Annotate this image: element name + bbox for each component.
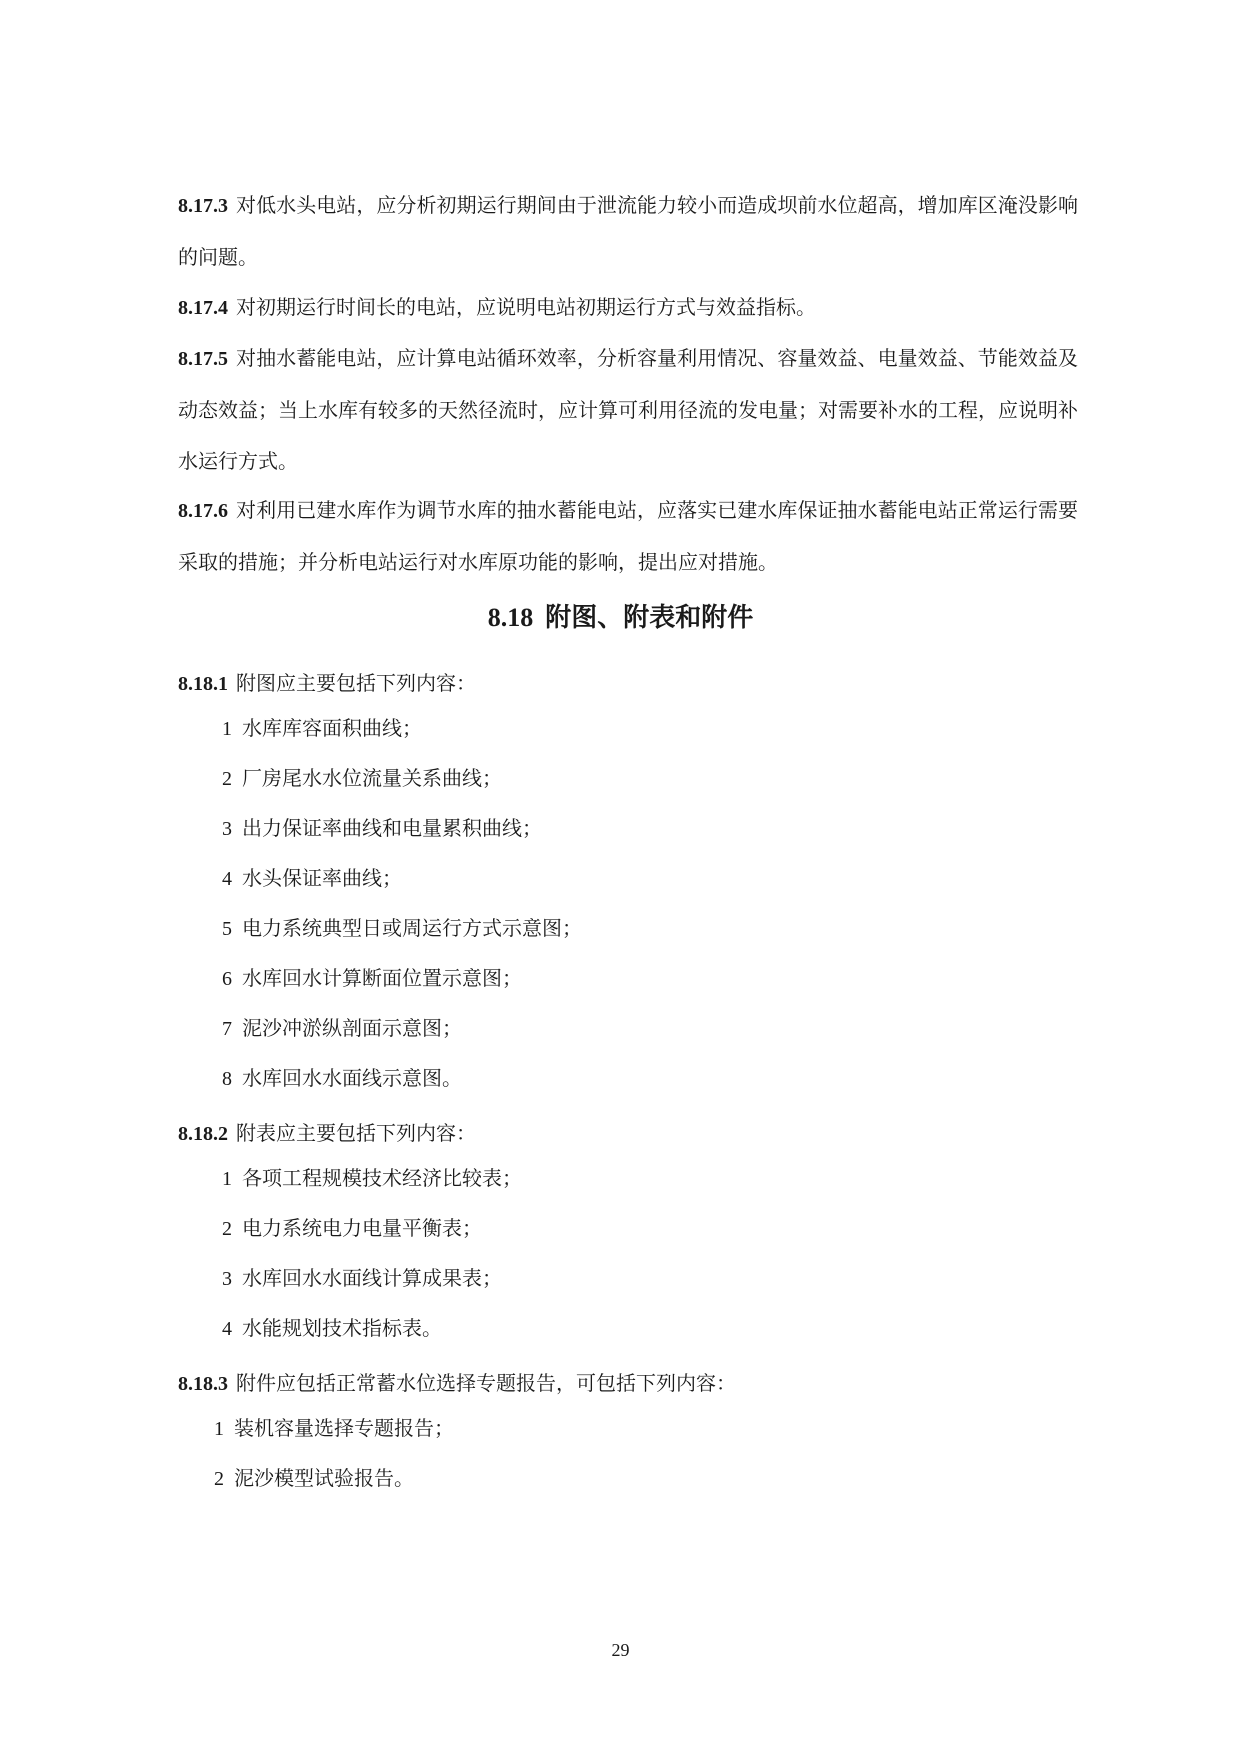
clause-number: 8.17.6 <box>178 500 228 522</box>
item-text: 电力系统电力电量平衡表； <box>242 1216 482 1240</box>
item-number: 3 <box>222 818 232 840</box>
item-number: 5 <box>222 918 232 940</box>
clause-8-18-1 <box>178 658 1078 710</box>
section-heading <box>0 598 1241 638</box>
item-text: 水库库容面积曲线； <box>242 716 422 740</box>
clause-text: 对抽水蓄能电站，应计算电站循环效率，分析容量利用情况、容量效益、电量效益、节能效益及动态效益；当上水库有较多的天然径流时，应计算可利用径流的发电量；对需要补水的工程，应说明补水运行方式。 <box>178 346 1078 473</box>
clause-text: 附件应包括正常蓄水位选择专题报告，可包括下列内容： <box>236 1371 736 1395</box>
list-item <box>222 963 522 994</box>
clause-8-17-4 <box>178 282 1078 334</box>
item-text: 装机容量选择专题报告； <box>234 1416 454 1440</box>
item-number: 8 <box>222 1068 232 1090</box>
clause-text: 对初期运行时间长的电站，应说明电站初期运行方式与效益指标。 <box>236 295 816 319</box>
clause-number: 8.17.5 <box>178 348 228 370</box>
list-item <box>222 1313 442 1344</box>
section-title: 附图、附表和附件 <box>545 603 754 633</box>
item-text: 各项工程规模技术经济比较表； <box>242 1166 522 1190</box>
clause-8-17-6 <box>178 485 1078 588</box>
item-text: 厂房尾水水位流量关系曲线； <box>242 766 502 790</box>
clause-text: 对利用已建水库作为调节水库的抽水蓄能电站，应落实已建水库保证抽水蓄能电站正常运行需要采取的措施；并分析电站运行对水库原功能的影响，提出应对措施。 <box>178 498 1078 574</box>
list-item <box>222 763 502 794</box>
list-item <box>222 1213 482 1244</box>
list-item <box>222 1063 462 1094</box>
item-number: 7 <box>222 1018 232 1040</box>
item-number: 1 <box>222 718 232 740</box>
list-item <box>222 813 542 844</box>
item-number: 3 <box>222 1268 232 1290</box>
list-item <box>214 1463 414 1494</box>
clause-8-18-3 <box>178 1358 1078 1410</box>
item-number: 2 <box>214 1468 224 1490</box>
clause-8-17-3 <box>178 180 1078 283</box>
section-number: 8.18 <box>487 603 534 632</box>
clause-text: 附图应主要包括下列内容： <box>236 671 476 695</box>
item-text: 出力保证率曲线和电量累积曲线； <box>242 816 542 840</box>
item-number: 1 <box>222 1168 232 1190</box>
item-number: 6 <box>222 968 232 990</box>
item-text: 泥沙模型试验报告。 <box>234 1466 414 1490</box>
clause-8-18-2 <box>178 1108 1078 1160</box>
item-text: 泥沙冲淤纵剖面示意图； <box>242 1016 462 1040</box>
item-text: 水头保证率曲线； <box>242 866 402 890</box>
item-text: 水库回水计算断面位置示意图； <box>242 966 522 990</box>
item-text: 水库回水水面线计算成果表； <box>242 1266 502 1290</box>
list-item <box>222 913 582 944</box>
item-text: 水能规划技术指标表。 <box>242 1316 442 1340</box>
clause-8-17-5 <box>178 333 1078 487</box>
item-text: 电力系统典型日或周运行方式示意图； <box>242 916 582 940</box>
list-item <box>222 1163 522 1194</box>
list-item <box>222 863 402 894</box>
page-number: 29 <box>611 1640 630 1660</box>
list-item <box>214 1413 454 1444</box>
clause-number: 8.18.3 <box>178 1373 228 1395</box>
item-number: 4 <box>222 1318 232 1340</box>
clause-number: 8.18.1 <box>178 673 228 695</box>
clause-number: 8.17.4 <box>178 297 228 319</box>
clause-number: 8.17.3 <box>178 195 228 217</box>
item-number: 2 <box>222 1218 232 1240</box>
item-number: 4 <box>222 868 232 890</box>
list-item <box>222 1263 502 1294</box>
clause-text: 对低水头电站，应分析初期运行期间由于泄流能力较小而造成坝前水位超高，增加库区淹没影响的问题。 <box>178 193 1078 269</box>
clause-text: 附表应主要包括下列内容： <box>236 1121 476 1145</box>
item-text: 水库回水水面线示意图。 <box>242 1066 462 1090</box>
item-number: 1 <box>214 1418 224 1440</box>
item-number: 2 <box>222 768 232 790</box>
clause-number: 8.18.2 <box>178 1123 228 1145</box>
list-item <box>222 1013 462 1044</box>
list-item <box>222 713 422 744</box>
